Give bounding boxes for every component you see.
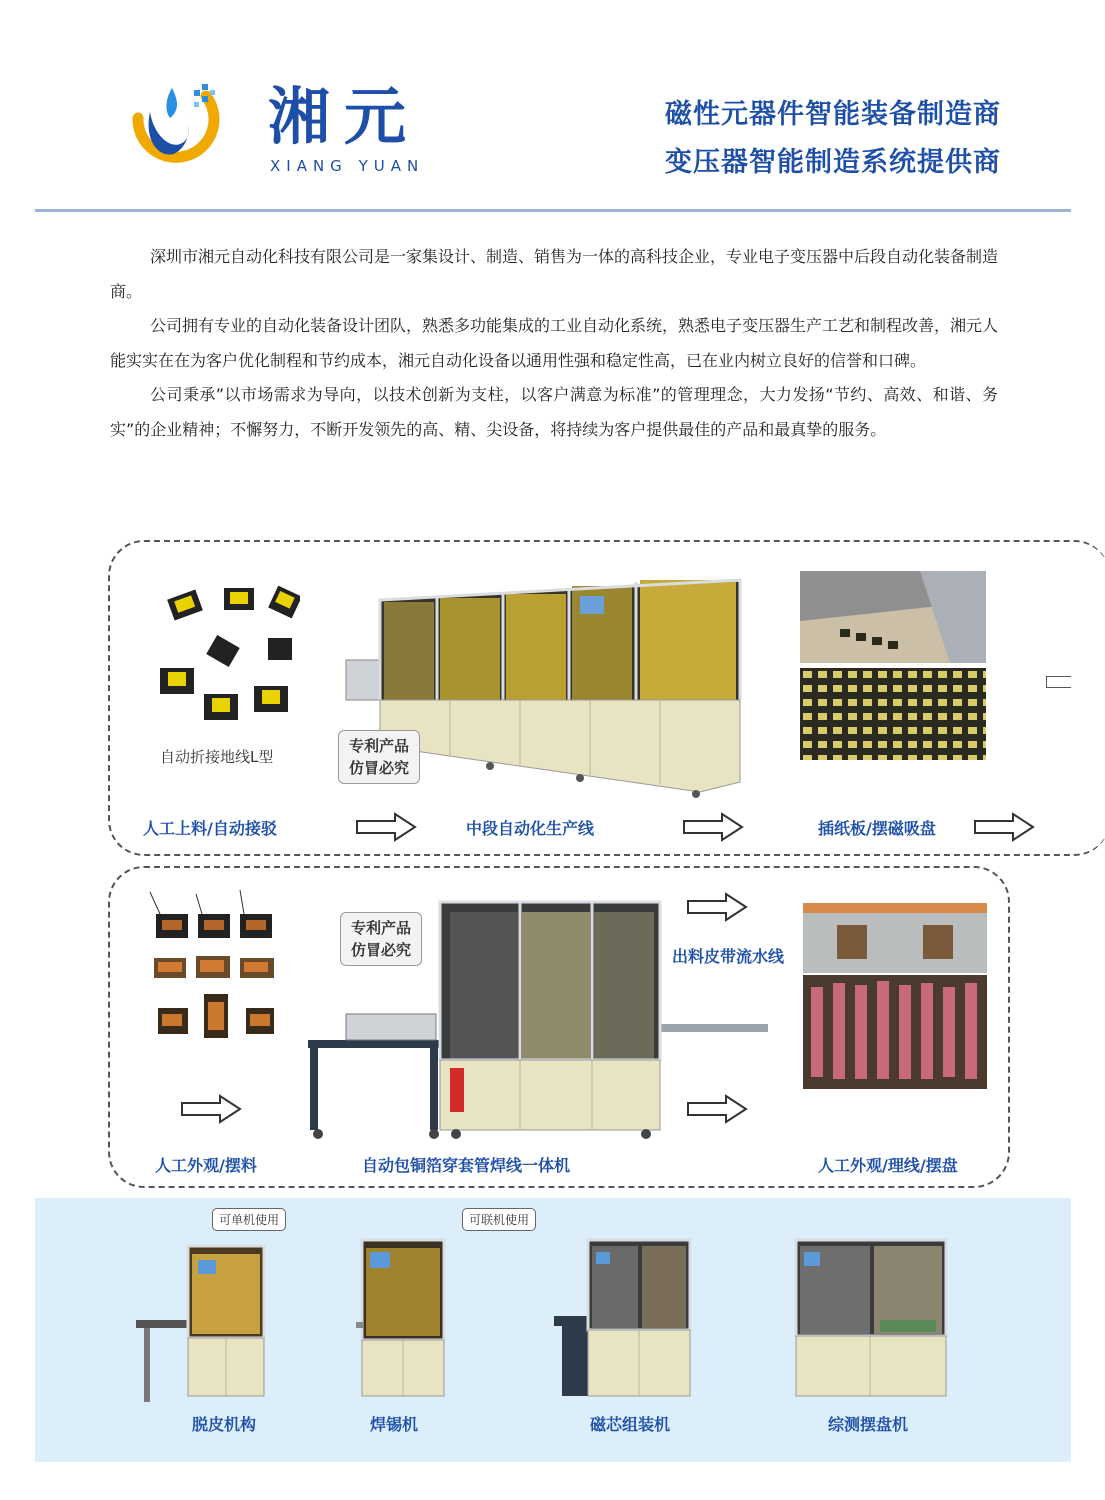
arrow-right-icon [180,1094,242,1124]
brand-name-en: XIANG YUAN [270,157,425,175]
test-tray-machine-image [790,1228,950,1402]
machine-caption-core-assembly: 磁芯组装机 [590,1415,671,1434]
brand-name-cn: 湘元 [268,80,421,153]
arrow-right-icon [355,812,417,842]
arrow-right-icon [686,1094,748,1124]
badge-line-2: 仿冒必究 [350,941,411,959]
intro-paragraph-2: 公司拥有专业的自动化装备设计团队，熟悉多功能集成的工业自动化系统，熟悉电子变压器生产工艺和制程改善，湘元人能实实在在为客户优化制程和节约成本，湘元自动化设备以通用性强和稳定性高，已在业内树立良好的信誉和口碑。 [110,316,999,370]
linked-tag: 可联机使用 [462,1208,536,1231]
machine-caption-stripping: 脱皮机构 [192,1415,257,1434]
intro-paragraph-1: 深圳市湘元自动化科技有限公司是一家集设计、制造、销售为一体的高科技企业，专业电子变压器中后段自动化装备制造商。 [110,247,999,301]
belt-line-label: 出料皮带流水线 [672,947,785,966]
product-label-l-type: 自动折接地线L型 [160,748,274,766]
machine-caption-test-tray: 综测摆盘机 [828,1415,909,1434]
step-manual-loading: 人工上料/自动接驳 [143,819,277,838]
core-assembly-machine-image [552,1232,694,1402]
slogan-line-1: 磁性元器件智能装备制造商 [665,99,1001,130]
arrow-right-icon [973,812,1035,842]
intro-paragraph-3: 公司秉承”以市场需求为导向，以技术创新为支柱，以客户满意为标准”的管理理念，大力发扬“节约、高效、和谐、务实”的企业精神；不懈努力，不断开发领先的高、精、尖设备，将持续为客户提供最佳的产品和最真挚的服务。 [110,385,998,439]
soldering-machine-image [354,1226,450,1402]
standalone-tag: 可单机使用 [212,1208,286,1231]
step-paper-board-tray: 插纸板/摆磁吸盘 [818,819,936,838]
wound-transformers-image [140,884,290,1050]
paper-board-insert-image [800,571,986,663]
arrow-right-icon [682,812,744,842]
arrow-right-icon [686,892,748,922]
slogan-line-2: 变压器智能制造系统提供商 [665,147,1001,178]
badge-line-1: 专利产品 [350,919,411,937]
output-tray-image [803,903,987,1089]
magnetic-tray-image [800,668,986,760]
patent-badge [338,730,420,784]
step-manual-inspection: 人工外观/摆料 [155,1156,257,1175]
next-page-marker [1046,676,1071,688]
step-integrated-machine: 自动包铜箔穿套管焊线一体机 [362,1156,571,1175]
step-mid-auto-line: 中段自动化生产线 [466,819,595,838]
patent-badge [340,912,422,966]
stripping-machine-image [136,1230,268,1402]
transformer-products-image [150,582,300,732]
step-manual-trim-tray: 人工外观/理线/摆盘 [818,1156,958,1175]
company-intro [110,240,998,447]
brand-logo-icon [120,66,230,176]
header-divider [35,209,1071,212]
machine-caption-soldering: 焊锡机 [370,1415,419,1434]
badge-line-2: 仿冒必究 [348,759,409,777]
badge-line-1: 专利产品 [348,737,409,755]
